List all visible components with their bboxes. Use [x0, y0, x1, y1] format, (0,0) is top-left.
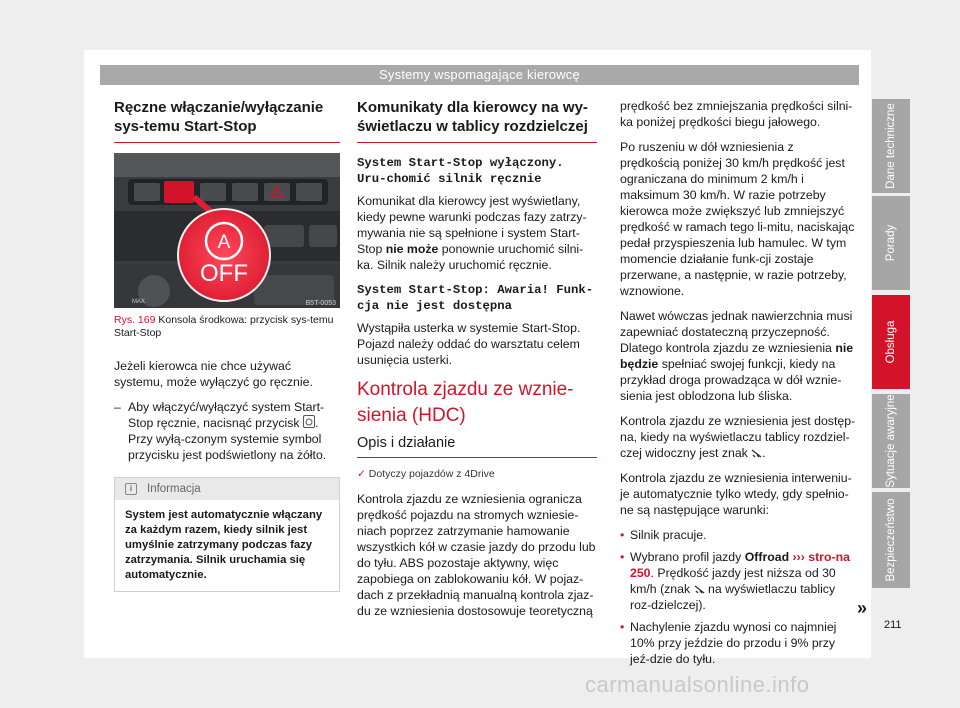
- tab-dane-techniczne[interactable]: [872, 99, 910, 193]
- figure-number: Rys. 169: [114, 314, 156, 326]
- column-messages: [357, 98, 597, 628]
- text-run: .: [762, 446, 766, 460]
- paragraph: [620, 308, 856, 404]
- tab-label: Obsługa: [885, 320, 897, 364]
- tab-obsluga[interactable]: [872, 295, 910, 389]
- svg-text:A: A: [217, 232, 231, 253]
- applies-text: Dotyczy pojazdów z 4Drive: [365, 468, 495, 480]
- figure-console: [114, 153, 340, 308]
- info-icon: i: [125, 483, 137, 495]
- figure-caption-text: Konsola środkowa: przycisk sys-temu Start-Stop: [114, 314, 334, 339]
- list-item: [620, 527, 856, 543]
- console-illustration: [114, 153, 340, 308]
- paragraph: Wystąpiła usterka w systemie Start-Stop. Pojazd należy oddać do warsztatu celem usunięcia usterki.: [357, 321, 581, 367]
- bold-run: nie będzie: [620, 341, 854, 371]
- page-number: 211: [884, 619, 902, 631]
- info-box-header: [115, 478, 339, 500]
- tab-porady[interactable]: [872, 196, 910, 290]
- hdc-icon: [694, 585, 705, 594]
- info-title: Informacja: [147, 483, 201, 495]
- tab-label: Porady: [885, 224, 897, 262]
- continue-icon: »: [857, 598, 868, 618]
- applies-note: [357, 466, 597, 482]
- text-run: na wyświetlaczu tablicy roz-dzielczej).: [630, 582, 836, 612]
- message-title-1: System Start-Stop wyłączony. Uru-chomić silnik ręcznie: [357, 156, 564, 186]
- section-title-messages: Komunikaty dla kierowcy na wy-świetlaczu w tablicy rozdzielczej: [357, 98, 597, 143]
- watermark: carmanualsonline.info: [585, 672, 810, 697]
- paragraph: Kontrola zjazdu ze wzniesienia interweniu-je automatycznie tylko wtedy, gdy spełnio-ne są następujące warunki:: [620, 471, 852, 517]
- start-stop-button-icon: [303, 415, 315, 428]
- chapter-title-hdc: Kontrola zjazdu ze wznie-sienia (HDC): [357, 379, 574, 426]
- text-run: Komunikat dla kierowcy jest wyświetlany, kiedy pewne warunki podczas fazy zatrzy-mywania nie są spełnione i system Start-Stop: [357, 194, 587, 256]
- section-title-start-stop: Ręczne włączanie/wyłączanie sys-temu Start-Stop: [114, 98, 340, 143]
- list-item: [620, 549, 856, 613]
- paragraph: Kontrola zjazdu ze wzniesienia ogranicza prędkość pojazdu na stromych wzniesie-niach poprzez zatrzymanie hamowanie wszystkich kół w czasie jazdy do przodu lub do tyłu. ABS pozostaje aktywny, więc zapobiega on zablokowaniu kół. W pojaz-dach z przekładnią manualną kontrola zjaz-du ze wzniesienia dostosowuje teoretyczną: [357, 492, 596, 618]
- text-run: Wybrano profil jazdy: [630, 550, 745, 564]
- figure-caption: [114, 314, 340, 340]
- text-run: ponownie uruchomić silni-ka. Silnik należy uruchomić ręcznie.: [357, 242, 584, 272]
- bullet-marker: •: [620, 550, 625, 564]
- list-item: [114, 399, 340, 463]
- text-run: Nawet wówczas jednak nawierzchnia musi zapewniać dostateczną przyczepność. Dlatego kontrola zjazdu ze wzniesienia: [620, 309, 853, 355]
- text-run: . Prędkość jazdy jest niższa od 30 km/h (znak: [630, 566, 836, 596]
- subsection-title: Opis i działanie: [357, 435, 597, 458]
- bullet-marker: •: [620, 620, 625, 634]
- text-run: Kontrola zjazdu ze wzniesienia jest dostęp-na, kiedy na wyświetlaczu tablicy rozdziel-czej widoczny jest znak: [620, 414, 856, 460]
- paragraph: Po ruszeniu w dół wzniesienia z prędkością poniżej 30 km/h prędkość jest ograniczana do minimum 2 km/h i maksimum 30 km/h. W razie potrzeby kierowca może zwiększyć lub zmniejszyć prędkość w ramach tego li-mitu, naciskając pedał przyspieszenia lub hamulec. W tym momencie działanie funk-cji zostaje przerwane, a następnie, w razie potrzeby, wznowione.: [620, 140, 855, 298]
- column-start-stop: [114, 98, 340, 592]
- tab-bezpieczenstwo[interactable]: [872, 492, 910, 588]
- column-hdc: [620, 98, 856, 673]
- tab-label: Sytuacje awaryjne: [885, 394, 897, 488]
- tab-sytuacje-awaryjne[interactable]: [872, 394, 910, 488]
- bullet-text: Nachylenie zjazdu wynosi co najmniej 10% przy jeździe do przodu i 9% przy jeź-dzie do tyłu.: [630, 620, 837, 666]
- dash-marker: –: [114, 400, 121, 414]
- paragraph: prędkość bez zmniejszania prędkości silni-ka poniżej prędkości biegu jałowego.: [620, 99, 853, 129]
- bullet-marker: •: [620, 528, 625, 542]
- message-title-2: System Start-Stop: Awaria! Funk-cja nie jest dostępna: [357, 283, 594, 313]
- paragraph: [357, 193, 597, 273]
- tab-label: Bezpieczeństwo: [885, 498, 897, 582]
- info-box: [114, 477, 340, 592]
- bullet-text: Silnik pracuje.: [630, 528, 707, 542]
- max-label: MAX: [132, 299, 146, 305]
- step-text-b: . Przy wyłą-czonym systemie symbol przycisku jest podświetlony na żółto.: [128, 416, 327, 462]
- tab-label: Dane techniczne: [885, 103, 897, 189]
- check-icon: ✓: [357, 468, 366, 480]
- paragraph: Jeżeli kierowca nie chce używać systemu, może wyłączyć go ręcznie.: [114, 359, 313, 389]
- bold-run: Offroad: [744, 550, 790, 564]
- page-header: Systemy wspomagające kierowcę: [100, 65, 859, 85]
- step-text-a: Aby włączyć/wyłączyć system Start-Stop ręcznie, nacisnąć przycisk: [128, 400, 325, 430]
- hdc-icon: [751, 449, 762, 458]
- off-button-label: OFF: [200, 260, 248, 287]
- page-reference-link[interactable]: ››› stro-na 250: [630, 550, 850, 580]
- list-item: [620, 619, 856, 667]
- info-body: System jest automatycznie włączany za każdym razem, kiedy silnik jest umyślnie zatrzymany podczas fazy zatrzymania. Silnik uruchamia się automatycznie.: [125, 509, 323, 581]
- bold-run: nie może: [385, 242, 439, 256]
- paragraph: [620, 413, 856, 461]
- figure-code: B5T-0053: [305, 300, 336, 307]
- text-run: spełniać swojej funkcji, kiedy na przykład droga prowadząca w dół wznie-sienia jest oblodzona lub śliska.: [620, 357, 842, 403]
